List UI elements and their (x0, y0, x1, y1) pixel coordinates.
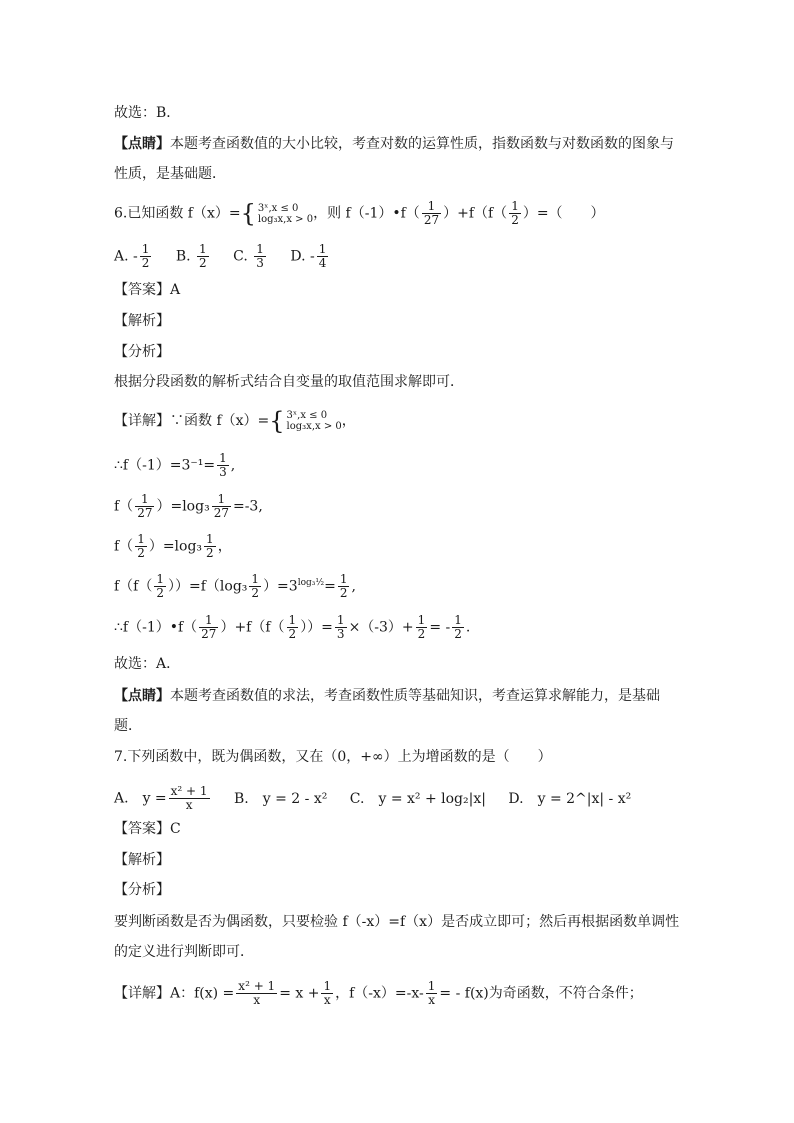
text-span: ）+f（f（ (443, 205, 508, 222)
option-a: A. y = $\frac{\text{x² + 1}}{x}$ (114, 784, 208, 812)
section-tag: 【解析】 (114, 313, 170, 329)
option-b: B. $\frac{1}{2}$ (175, 242, 207, 270)
text-line: 题． (114, 718, 142, 734)
question-6-options (114, 243, 348, 270)
answer-line: 【答案】C (114, 821, 181, 837)
text-line: 根据分段函数的解析式结合自变量的取值范围求解即可． (114, 374, 464, 390)
section-tag: 【点睛】 (114, 136, 170, 152)
detail-line: 【详解】A：f(x) = $\frac{\text{x² + 1}}{x}$ = x + $\frac{1}{x}$ ，f（-x）=-x- $\frac{1}{x}$ = - f(x)为奇函数，不符合条件； (114, 979, 643, 1007)
option-b: B. y = 2 - x² (234, 790, 328, 807)
text-span: 6.已知函数 f（x）= (114, 205, 241, 222)
answer-line: 【答案】A (114, 282, 181, 298)
question-6 (114, 200, 605, 227)
text-line: 故选：A． (114, 656, 181, 672)
text-line (114, 134, 674, 154)
text-span: ，则 f（-1）•f（ (313, 205, 420, 222)
text-line: 要判断函数是否为偶函数，只要检验 f（-x）=f（x）是否成立即可；然后再根据函数单调性 (114, 914, 680, 930)
question-7-options (114, 785, 649, 812)
option-c: C. y = x² + log₂|x| (349, 790, 486, 807)
option-d: D. y = 2^|x| - x² (508, 790, 632, 807)
math-line: ∴f（-1）•f（ $\frac{1}{27}$ ）+f（f（ $\frac{1}{2}$ ））= $\frac{1}{3}$ ×（-3）+ $\frac{1}{2}$ = - $\frac{1}{2}$ . (114, 613, 471, 641)
brace: { (240, 199, 256, 228)
option-a: A. - $\frac{1}{2}$ (114, 242, 150, 270)
text-line: 性质，是基础题． (114, 166, 226, 182)
section-tag: 【分析】 (114, 882, 170, 898)
detail-line: 【详解】∵函数 f（x）={ 3ˣ,x ≤ 0 log₃x,x > 0 ， (114, 407, 356, 435)
section-tag: 【解析】 (114, 852, 170, 868)
math-line: f（ $\frac{1}{27}$ ）=log₃ $\frac{1}{27}$ =-3, (114, 492, 263, 520)
text-span: ）=（ ） (522, 205, 605, 222)
text-line: 故选：B． (114, 105, 181, 121)
text-line: 的定义进行判断即可． (114, 944, 254, 960)
math-line: f（ $\frac{1}{2}$ ）=log₃ $\frac{1}{2}$ ， (114, 532, 232, 560)
question-7: 7.下列函数中，既为偶函数，又在（0，+∞）上为增函数的是（ ） (114, 749, 552, 765)
fraction: $\frac{1}{2}$ (511, 199, 519, 227)
option-d: D. - $\frac{1}{4}$ (290, 242, 327, 270)
text-line: 【点睛】本题考查函数值的求法，考查函数性质等基础知识，考查运算求解能力，是基础 (114, 688, 660, 704)
math-line: f（f（ $\frac{1}{2}$ ））=f（log₃ $\frac{1}{2}$ ）$=3^{log_3\frac{1}{2}}=$ $\frac{1}{2}$ , (114, 572, 356, 601)
fraction: $\frac{1}{27}$ (423, 199, 440, 227)
text-span: 本题考查函数值的大小比较，考查对数的运算性质，指数函数与对数函数的图象与 (170, 136, 674, 152)
piecewise-def: 3ˣ,x ≤ 0 log₃x,x > 0 (257, 202, 314, 225)
section-tag: 【分析】 (114, 344, 170, 360)
option-c: C. $\frac{1}{3}$ (233, 242, 264, 270)
math-line: ∴f（-1）=3⁻¹= $\frac{1}{3}$ , (114, 451, 236, 479)
